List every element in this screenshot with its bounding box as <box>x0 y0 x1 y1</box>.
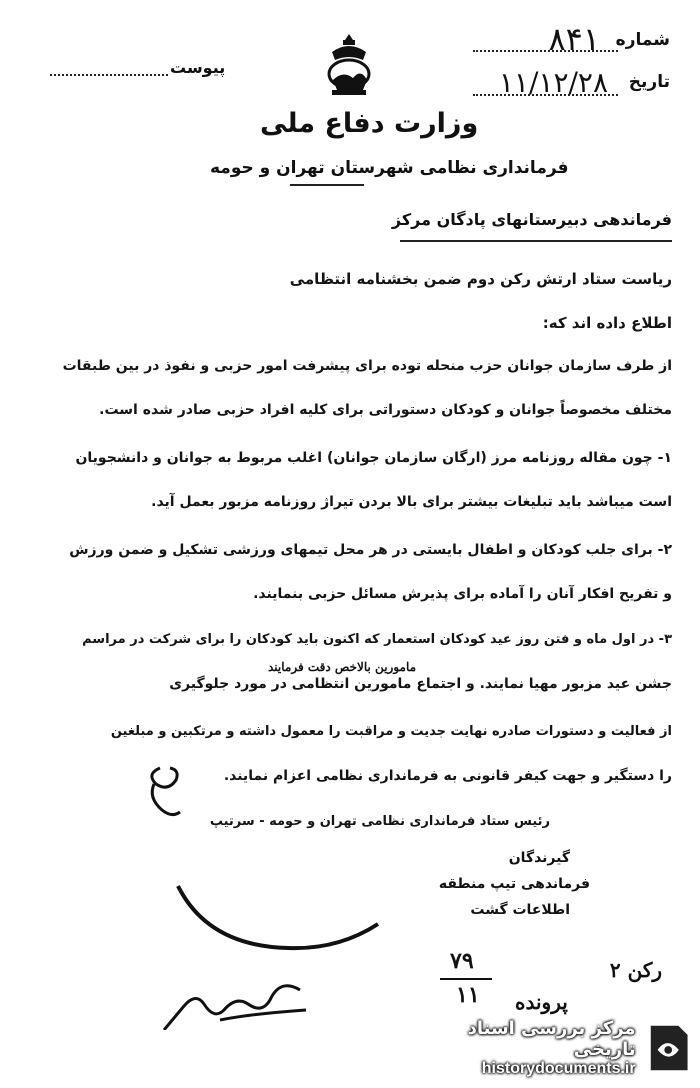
body-line-10: جشن عید مزبور مهیا نمایند. و اجتماع مامورین انتظامی در مورد جلوگیری <box>169 676 672 692</box>
date-value: ۱۱/۱۲/۲۸ <box>498 66 608 99</box>
body-line-1: ریاست ستاد ارتش رکن دوم ضمن بخشنامه انتظامی <box>289 270 672 288</box>
body-line-9: ۳- در اول ماه و فتن روز عید کودکان استعمار که اکنون باید کودکان را برای شرکت در مراسم <box>82 632 672 647</box>
body-line-4: مختلف مخصوصاً جوانان و کودکان دستوراتی برای کلیه افراد حزبی صادر شده است. <box>99 402 672 418</box>
body-line-7: ۲- برای جلب کودکان و اطفال بایستی در هر محل تیمهای ورزشی تشکیل و ضمن ورزش <box>69 542 672 558</box>
body-line-5: ۱- چون مقاله روزنامه مرز (ارگان سازمان جوانان) اغلب مربوط به جوانان و دانشجویان <box>75 450 672 466</box>
number-annotation-top: ۷۹ <box>450 948 474 974</box>
watermark-url: historydocuments.ir <box>481 1060 636 1077</box>
body-line-2: اطلاع داده اند که: <box>542 314 672 332</box>
signature-icon <box>150 960 310 1030</box>
office-subtitle: فرمانداری نظامی شهرستان تهران و حومه <box>210 158 569 178</box>
body-line-8: و تفریح افکار آنان را آماده برای پذیرش مسائل حزبی بنمایند. <box>253 586 672 602</box>
distribution-item-2: اطلاعات گشت <box>470 902 570 918</box>
paraph-mark-icon <box>130 756 200 826</box>
distribution-label: گیرندگان <box>508 850 570 866</box>
number-annotation-bottom: ۱۱ <box>456 982 480 1008</box>
attachment-label: پیوست <box>170 58 226 77</box>
rokn-annotation: رکن ۲ <box>609 958 662 982</box>
archive-logo-icon <box>644 1020 692 1076</box>
handwritten-note: پرونده <box>515 990 568 1014</box>
handwritten-curve <box>170 880 380 960</box>
date-label: تاریخ <box>628 72 670 92</box>
ministry-title: وزارت دفاع ملی <box>260 108 479 139</box>
watermark-title: مرکز بررسی اسناد تاریخی <box>467 1018 636 1060</box>
number-label: شماره <box>615 30 670 50</box>
body-line-3: از طرف سازمان جوانان حزب منحله توده برای پیشرفت امور حزبی و نفوذ در بین طبقات <box>62 358 672 374</box>
recipient-line: فرماندهی دبیرستانهای پادگان مرکز <box>391 210 672 229</box>
fraction-bar <box>440 978 492 980</box>
signature-title-line: رئیس ستاد فرمانداری نظامی تهران و حومه - سرتیپ <box>209 814 550 829</box>
body-line-6: است میباشد باید تبلیغات بیشتر برای بالا بردن تیراژ روزنامه مزبور بعمل آید. <box>151 494 672 510</box>
recipient-underline <box>400 240 672 242</box>
distribution-item-1: فرماندهی تیپ منطقه <box>438 876 590 892</box>
watermark <box>407 1016 692 1080</box>
body-line-11: از فعالیت و دستورات صادره نهایت جدیت و مراقبت را معمول داشته و مرتکبین و مبلغین <box>110 724 672 739</box>
attachment-dotted-line <box>50 74 168 76</box>
office-underline <box>290 184 364 186</box>
body-line-12: را دستگیر و جهت کیفر قانونی به فرمانداری نظامی اعزام نمایند. <box>223 768 672 784</box>
handwritten-insert: مامورین بالاخص دقت فرمایند <box>268 660 417 674</box>
number-value: ۸۴۱ <box>548 20 600 58</box>
lion-and-sun-emblem-icon <box>318 30 380 100</box>
